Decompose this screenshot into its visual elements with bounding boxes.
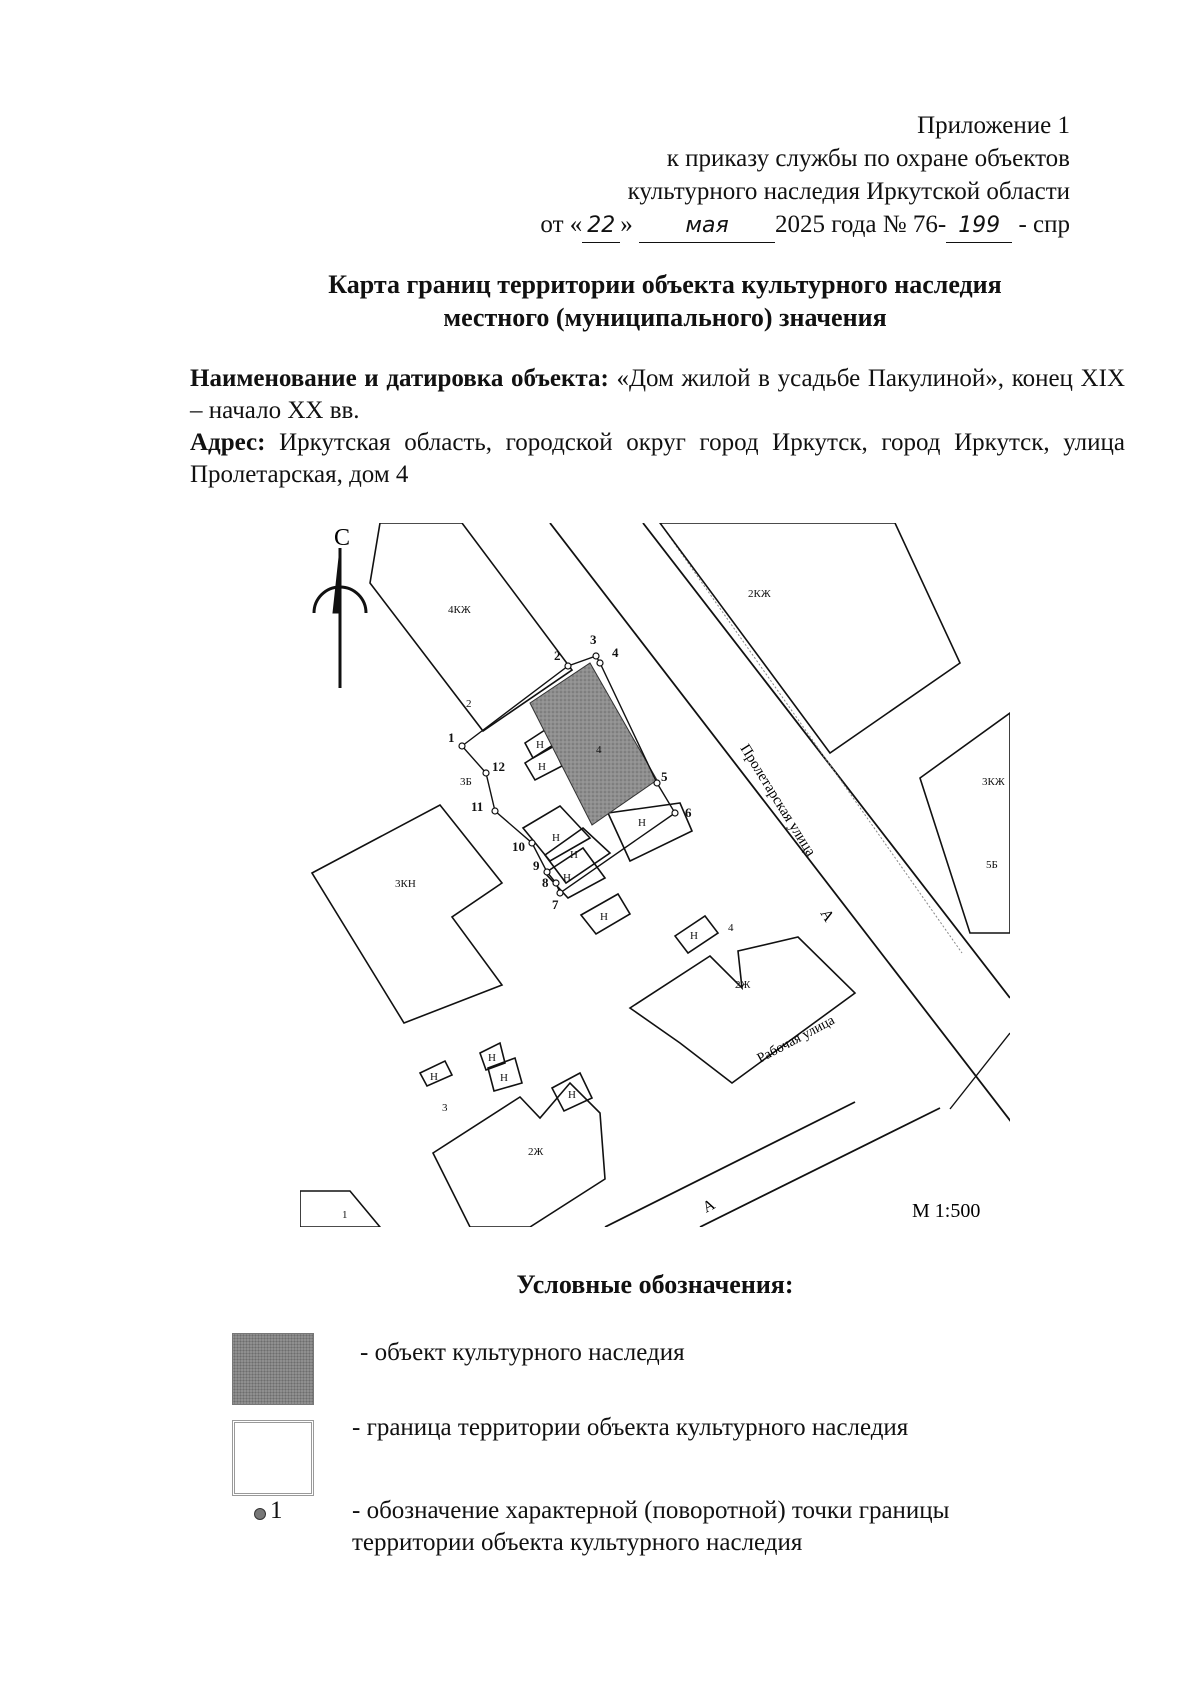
label-1: 1: [342, 1209, 348, 1221]
legend-point-sample: 1: [270, 1497, 283, 1524]
boundary-point-label-5: 5: [661, 769, 668, 784]
boundary-point-label-10: 10: [512, 839, 525, 854]
building-2kzh: [660, 523, 960, 753]
map-title-line1: Карта границ территории объекта культурного наследия: [328, 270, 1002, 299]
outbuilding-label: Н: [538, 761, 546, 773]
map-title-line2: местного (муниципального) значения: [443, 303, 887, 332]
boundary-point-3: [593, 653, 599, 659]
boundary-map: [300, 523, 1010, 1227]
order-suffix: - спр: [1012, 211, 1070, 238]
boundary-point-8: [553, 880, 559, 886]
outbuilding-label: Н: [638, 817, 646, 829]
boundary-point-label-12: 12: [492, 759, 505, 774]
street-edge: [643, 523, 1010, 998]
order-ref-line: к приказу службы по охране объектов: [666, 145, 1070, 172]
order-month: мая: [639, 210, 775, 243]
street-marker-a2: А: [699, 1196, 719, 1217]
order-prefix: от «: [540, 211, 583, 238]
outbuilding-label: Н: [690, 930, 698, 942]
order-day: 22: [582, 210, 620, 243]
boundary-point-11: [492, 808, 498, 814]
order-mid: »: [620, 211, 633, 238]
boundary-point-4: [597, 660, 603, 666]
label-2: 2: [466, 698, 472, 710]
boundary-point-1: [459, 743, 465, 749]
object-name-block: [190, 363, 1125, 427]
boundary-point-12: [483, 770, 489, 776]
order-number: 199: [946, 210, 1012, 243]
legend-object-text: - объект культурного наследия: [360, 1339, 685, 1366]
outbuilding-n: [608, 803, 692, 861]
object-name-label: Наименование и датировка объекта:: [190, 365, 609, 392]
legend-title: Условные обозначения:: [516, 1270, 794, 1299]
street-edge: [550, 523, 1010, 1123]
appendix-label: Приложение 1: [917, 112, 1070, 139]
outbuilding-label: Н: [430, 1071, 438, 1083]
legend-boundary-text: - граница территории объекта культурного наследия: [352, 1414, 909, 1441]
legend-point-icon: [254, 1508, 266, 1520]
building-2zh-a: [630, 937, 855, 1083]
boundary-point-7: [557, 890, 563, 896]
label-2kzh: 2КЖ: [748, 588, 771, 600]
label-object: 4: [596, 744, 602, 756]
north-label: С: [333, 525, 351, 551]
object-name-value: «Дом жилой в усадьбе Пакулиной», конец XIX – начало XX вв.: [190, 365, 1125, 424]
legend-object-swatch: [232, 1333, 314, 1405]
outbuilding-label: Н: [552, 832, 560, 844]
street-edge: [700, 1108, 940, 1227]
order-date-line: [540, 209, 1070, 243]
building-3kn: [312, 805, 502, 1023]
label-3kn: 3КН: [395, 878, 416, 890]
label-2zh-a: 2Ж: [735, 979, 751, 991]
boundary-point-label-11: 11: [471, 799, 484, 814]
object-address-block: [190, 427, 1125, 491]
label-3b: 3Б: [460, 776, 472, 788]
boundary-point-10: [529, 840, 535, 846]
label-5b: 5Б: [986, 859, 998, 871]
boundary-point-label-2: 2: [554, 648, 561, 663]
street-edge: [605, 1102, 855, 1227]
boundary-point-label-1: 1: [448, 730, 455, 745]
boundary-point-label-6: 6: [685, 805, 692, 820]
outbuilding-label: Н: [570, 849, 578, 861]
boundary-point-label-4: 4: [612, 645, 619, 660]
outbuilding-label: Н: [568, 1089, 576, 1101]
outbuilding-label: Н: [600, 911, 608, 923]
label-4kzh: 4КЖ: [448, 604, 471, 616]
legend-point-text-1: - обозначение характерной (поворотной) точки границы: [352, 1497, 950, 1524]
boundary-point-2: [565, 663, 571, 669]
boundary-point-label-7: 7: [552, 897, 559, 912]
street-marker-a1: А: [816, 906, 838, 925]
order-year: 2025 года № 76-: [775, 211, 947, 238]
building-1: [300, 1191, 380, 1227]
outbuilding-label: Н: [563, 872, 571, 884]
street-edge: [950, 1033, 1010, 1109]
legend-boundary-swatch: [232, 1420, 314, 1496]
street-label-rabochaya: Рабочая улица: [754, 1013, 838, 1067]
label-2zh-b: 2Ж: [528, 1146, 544, 1158]
outbuilding-label: Н: [488, 1052, 496, 1064]
street-label-proletarskaya: Пролетарская улица: [736, 741, 819, 860]
outbuilding-label: Н: [500, 1072, 508, 1084]
boundary-point-5: [654, 780, 660, 786]
legend-point-text-2: территории объекта культурного наследия: [352, 1529, 803, 1556]
label-4: 4: [728, 922, 734, 934]
boundary-point-6: [672, 810, 678, 816]
label-3kzh: 3КЖ: [982, 776, 1005, 788]
boundary-point-label-3: 3: [590, 632, 597, 647]
outbuilding-label: Н: [536, 739, 544, 751]
street-edge: [660, 523, 962, 953]
label-3: 3: [442, 1102, 448, 1114]
agency-line: культурного наследия Иркутской области: [627, 178, 1070, 205]
object-address-value: Иркутская область, городской округ город Иркутск, город Иркутск, улица Пролетарская, дом 4: [190, 429, 1126, 488]
north-arrow: [314, 548, 366, 688]
boundary-point-label-8: 8: [542, 875, 549, 890]
object-address-label: Адрес:: [190, 429, 266, 456]
map-scale: М 1:500: [912, 1200, 981, 1222]
boundary-point-label-9: 9: [533, 858, 540, 873]
